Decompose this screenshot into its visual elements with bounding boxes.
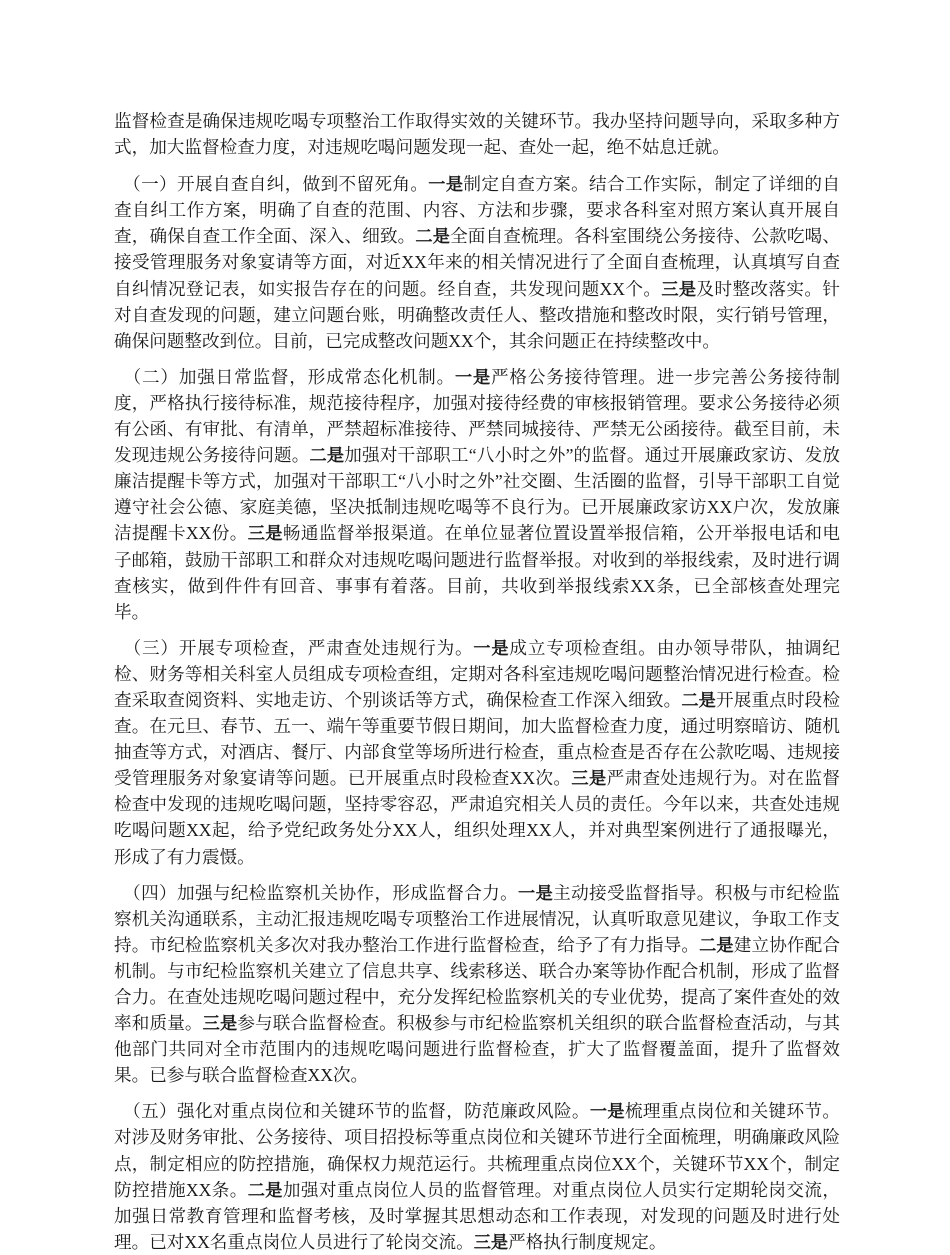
paragraph-section-3 (114, 635, 840, 870)
paragraph-section-4 (114, 880, 840, 1089)
text-run: 加强对干部职工“八小时之外”的监督。通过开展廉政家访、发放廉洁提醒卡等方式，加强对干部职工“八小时之外”社交圈、生活圈的监督，引导干部职工自觉遵守社会公德、家庭美德，坚决抵制违规吃喝等不良行为。已开展廉政家访XX户次，发放廉洁提醒卡XX份。 (114, 445, 840, 544)
emphasis-marker: 二是 (699, 934, 734, 955)
emphasis-marker: 一是 (518, 882, 554, 903)
paragraph-section-2 (114, 364, 840, 625)
text-run: 畅通监督举报渠道。在单位显著位置设置举报信箱，公开举报电话和电子邮箱，鼓励干部职工和群众对违规吃喝问题进行监督举报。对收到的举报线索，及时进行调查核实，做到件件有回音、事事有着落。目前，共收到举报线索XX条，已全部核查处理完毕。 (114, 523, 840, 622)
text-run: 主动接受监督指导。积极与市纪检监察机关沟通联系，主动汇报违规吃喝专项整治工作进展情况，认真听取意见建议，争取工作支持。市纪检监察机关多次对我办整治工作进行监督检查，给予了有力指导。 (114, 882, 840, 955)
paragraph-section-5 (114, 1098, 840, 1255)
text-run: 全面自查梳理。各科室围绕公务接待、公款吃喝、接受管理服务对象宴请等方面，对近XX年来的相关情况进行了全面自查梳理，认真填写自查自纠情况登记表，如实报告存在的问题。经自查，共发现问题XX个。 (114, 226, 840, 299)
emphasis-marker: 三是 (571, 768, 607, 789)
text-run: 成立专项检查组。由办领导带队，抽调纪检、财务等相关科室人员组成专项检查组，定期对各科室违规吃喝问题整治情况进行检查。检查采取查阅资料、实地走访、个别谈话等方式，确保检查工作深入细致。 (114, 637, 840, 710)
text-run: 严格执行制度规定。 (508, 1231, 667, 1252)
emphasis-marker: 三是 (247, 523, 283, 544)
emphasis-marker: 一是 (455, 366, 492, 387)
paragraph-lead (114, 108, 840, 160)
text-run: 严格公务接待管理。进一步完善公务接待制度，严格执行接待标准，规范接待程序，加强对接待经费的审核报销管理。要求公务接待必须有公函、有审批、有清单，严禁超标准接待、严禁同城接待、严禁无公函接待。截至目前，未发现违规公务接待问题。 (114, 366, 840, 466)
emphasis-marker: 三是 (473, 1231, 509, 1252)
text-run: 参与联合监督检查。积极参与市纪检监察机关组织的联合监督检查活动，与其他部门共同对全市范围内的违规吃喝问题进行监督检查，扩大了监督覆盖面，提升了监督效果。已参与联合监督检查XX次。 (114, 1013, 840, 1086)
text-run: （四）加强与纪检监察机关协作，形成监督合力。 (114, 882, 519, 903)
text-run: 严肃查处违规行为。对在监督检查中发现的违规吃喝问题，坚持零容忍，严肃追究相关人员的责任。今年以来，共查处违规吃喝问题XX起，给予党纪政务处分XX人，组织处理XX人，并对典型案例进行了通报曝光，形成了有力震慑。 (114, 768, 840, 867)
emphasis-marker: 二是 (415, 226, 451, 247)
emphasis-marker: 三是 (661, 278, 697, 299)
emphasis-marker: 一是 (589, 1101, 625, 1122)
text-run: （二）加强日常监督，形成常态化机制。 (114, 366, 455, 387)
paragraph-section-1 (114, 171, 840, 354)
text-run: 开展重点时段检查。在元旦、春节、五一、端午等重要节假日期间，加大监督检查力度，通过明察暗访、随机抽查等方式，对酒店、餐厅、内部食堂等场所进行检查，重点检查是否存在公款吃喝、违规接受管理服务对象宴请等问题。已开展重点时段检查XX次。 (114, 689, 840, 789)
text-run: 监督检查是确保违规吃喝专项整治工作取得实效的关键环节。我办坚持问题导向，采取多种方式，加大监督检查力度，对违规吃喝问题发现一起、查处一起，绝不姑息迁就。 (114, 111, 840, 158)
text-run: （五）强化对重点岗位和关键环节的监督，防范廉政风险。 (114, 1101, 590, 1122)
text-run: 制定自查方案。结合工作实际，制定了详细的自查自纠工作方案，明确了自查的范围、内容、方法和步骤，要求各科室对照方案认真开展自查，确保自查工作全面、深入、细致。 (114, 174, 840, 247)
text-run: 建立协作配合机制。与市纪检监察机关建立了信息共享、线索移送、联合办案等协作配合机制，形成了监督合力。在查处违规吃喝问题过程中，充分发挥纪检监察机关的专业优势，提高了案件查处的效率和质量。 (114, 934, 840, 1034)
text-run: 加强对重点岗位人员的监督管理。对重点岗位人员实行定期轮岗交流，加强日常教育管理和监督考核，及时掌握其思想动态和工作表现，对发现的问题及时进行处理。已对XX名重点岗位人员进行了轮岗交流。 (114, 1179, 840, 1252)
emphasis-marker: 一是 (428, 174, 464, 195)
emphasis-marker: 一是 (473, 637, 510, 658)
emphasis-marker: 三是 (202, 1013, 238, 1034)
emphasis-marker: 二是 (681, 689, 716, 710)
text-run: （三）开展专项检查，严肃查处违规行为。 (114, 637, 474, 658)
text-run: 梳理重点岗位和关键环节。对涉及财务审批、公务接待、项目招投标等重点岗位和关键环节进行全面梳理，明确廉政风险点，制定相应的防控措施，确保权力规范运行。共梳理重点岗位XX个，关键环节XX个，制定防控措施XX条。 (114, 1101, 840, 1200)
emphasis-marker: 二是 (309, 445, 345, 466)
text-run: 及时整改落实。针对自查发现的问题，建立问题台账，明确整改责任人、整改措施和整改时限，实行销号管理，确保问题整改到位。目前，已完成整改问题XX个，其余问题正在持续整改中。 (114, 278, 840, 351)
emphasis-marker: 二是 (247, 1179, 283, 1200)
text-run: （一）开展自查自纠，做到不留死角。 (114, 174, 429, 195)
document-text-body (114, 108, 840, 1255)
